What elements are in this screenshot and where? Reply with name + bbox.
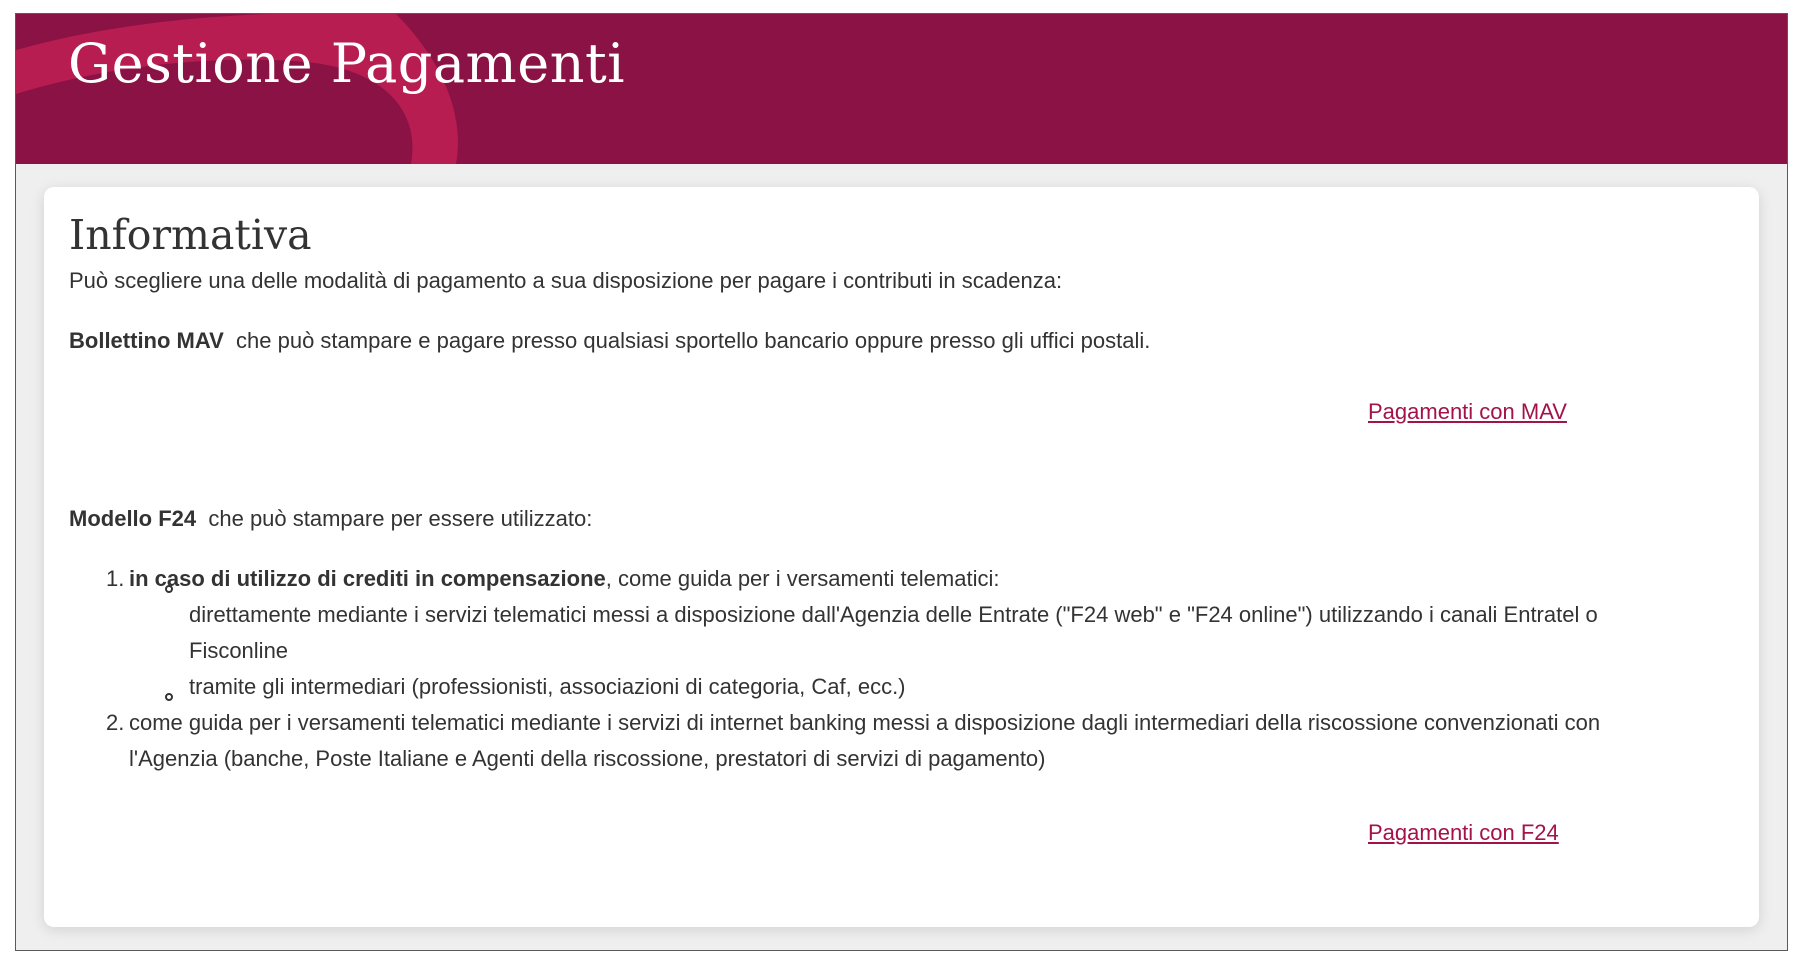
app-frame [15, 13, 1788, 951]
subitem-2-line1: tramite gli intermediari (professionisti, associazioni di categoria, Caf, ecc.) [189, 674, 906, 699]
list-item-1 [129, 561, 999, 597]
subitem-1-line1: direttamente mediante i servizi telematici messi a disposizione dall'Agenzia delle Entrate ("F24 web" e "F24 online") utilizzando i canali Entratel o [189, 602, 1598, 627]
page-header [16, 14, 1787, 164]
list-item-1-text: , come guida per i versamenti telematici: [605, 566, 1000, 591]
info-card [44, 187, 1759, 927]
page-title: Gestione Pagamenti [68, 32, 625, 95]
card-title: Informativa [69, 211, 312, 259]
list-item-2-line2: l'Agenzia (banche, Poste Italiane e Agenti della riscossione, prestatori di servizi di pagamento) [129, 746, 1046, 771]
mav-description [69, 323, 1150, 359]
list-item-number: 1. [106, 566, 125, 591]
list-item-1-bold: in caso di utilizzo di crediti in compensazione [129, 566, 606, 591]
f24-label: Modello F24 [69, 506, 197, 531]
f24-text: che può stampare per essere utilizzato: [208, 506, 593, 531]
subitem-1-line2: Fisconline [189, 638, 289, 663]
list-item-number: 2. [106, 710, 125, 735]
mav-payment-link[interactable]: Pagamenti con MAV [1368, 399, 1567, 424]
f24-payment-link[interactable]: Pagamenti con F24 [1368, 820, 1559, 845]
list-item-2-line1: come guida per i versamenti telematici mediante i servizi di internet banking messi a disposizione dagli intermediari della riscossione convenzionati con [129, 710, 1601, 735]
bullet-icon [165, 585, 173, 593]
bullet-icon [165, 693, 173, 701]
f24-description [69, 501, 592, 537]
intro-text: Può scegliere una delle modalità di pagamento a sua disposizione per pagare i contributi in scadenza: [69, 268, 1063, 293]
mav-label: Bollettino MAV [69, 328, 224, 353]
mav-text: che può stampare e pagare presso qualsiasi sportello bancario oppure presso gli uffici postali. [236, 328, 1151, 353]
